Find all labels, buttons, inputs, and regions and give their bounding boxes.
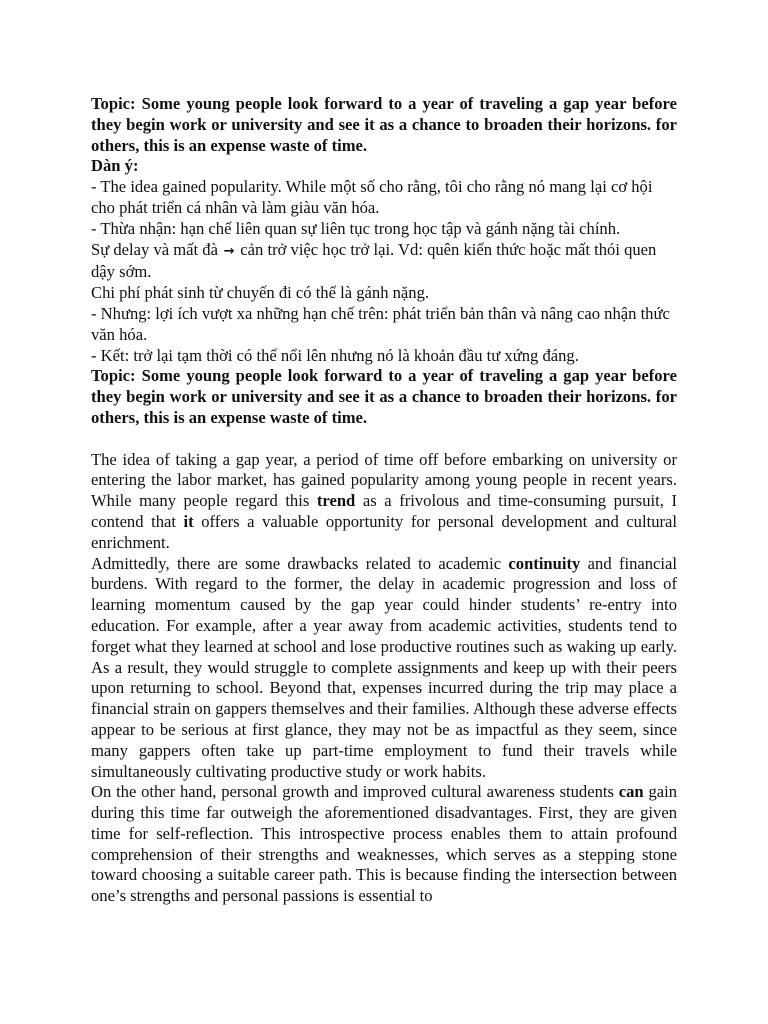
essay-body-paragraph-2	[91, 782, 677, 907]
outline-line-3-start: Sự delay và mất đà	[91, 239, 218, 259]
body1-text-1: Admittedly, there are some drawbacks related to academic	[91, 553, 509, 573]
intro-text-2: as a frivolous and time-consuming pursuit, I contend that	[91, 491, 677, 531]
intro-text-1: The idea of taking a gap year, a period of time off before embarking on university or entering the labor market, has gained popularity among young people in recent years. While many people regard this	[91, 449, 677, 511]
outline-heading: Dàn ý:	[91, 156, 139, 176]
essay-intro-paragraph	[91, 450, 677, 554]
intro-bold-it: it	[183, 511, 194, 531]
intro-bold-trend: trend	[316, 491, 356, 511]
arrow-right-icon: →	[223, 243, 235, 259]
outline-line-1: - The idea gained popularity. While một số cho rằng, tôi cho rằng nó mang lại cơ hội cho phát triển cá nhân và làm giàu văn hóa.	[91, 177, 653, 217]
topic-heading-repeat: Topic: Some young people look forward to a year of traveling a gap year before they begin work or university and see it as a chance to broaden their horizons. for others, this is an expense waste of time.	[91, 366, 677, 427]
body1-text-2: and financial burdens. With regard to the former, the delay in academic progression and loss of learning momentum caused by the gap year could hinder students’ re-entry into education. For example, after a year away from academic activities, students tend to forget what they learned at school and lose productive routines such as waking up early. As a result, they would struggle to complete assignments and keep up with their peers upon returning to school. Beyond that, expenses incurred during the trip may place a financial strain on gappers themselves and their families. Although these adverse effects appear to be serious at first glance, they may not be as impactful as they seem, since many gappers often take up part-time employment to fund their travels while simultaneously cultivating productive study or work habits.	[91, 553, 677, 781]
essay-body-paragraph-1	[91, 554, 677, 783]
body2-text-2: gain during this time far outweigh the aforementioned disadvantages. First, they are given time for self-reflection. This introspective process enables them to attain profound comprehension of their strengths and weaknesses, which serves as a stepping stone toward choosing a suitable career path. This is because finding the intersection between one’s strengths and personal passions is essential to	[91, 782, 678, 906]
outline-line-4: Chi phí phát sinh từ chuyến đi có thể là gánh nặng.	[91, 283, 430, 303]
body2-bold-can: can	[618, 782, 644, 802]
intro-text-3: offers a valuable opportunity for personal development and cultural enrichment.	[91, 511, 677, 552]
paragraph-gap	[91, 429, 677, 450]
outline-line-3-end: cản trở việc học trở lại. Vd: quên kiến thức hoặc mất thói quen dậy sớm.	[91, 239, 657, 282]
outline-line-2: - Thừa nhận: hạn chế liên quan sự liên tục trong học tập và gánh nặng tài chính.	[91, 218, 621, 238]
outline-line-6: - Kết: trở lại tạm thời có thể nổi lên nhưng nó là khoản đầu tư xứng đáng.	[91, 345, 579, 365]
outline-line-3	[91, 240, 677, 284]
document-page	[91, 94, 677, 907]
body1-bold-continuity: continuity	[508, 553, 581, 573]
outline-line-5: - Nhưng: lợi ích vượt xa những hạn chế trên: phát triển bản thân và nâng cao nhận thức văn hóa.	[91, 303, 670, 344]
body2-text-1: On the other hand, personal growth and improved cultural awareness students	[91, 782, 619, 802]
topic-heading: Topic: Some young people look forward to a year of traveling a gap year before they begin work or university and see it as a chance to broaden their horizons. for others, this is an expense waste of time.	[91, 94, 677, 155]
